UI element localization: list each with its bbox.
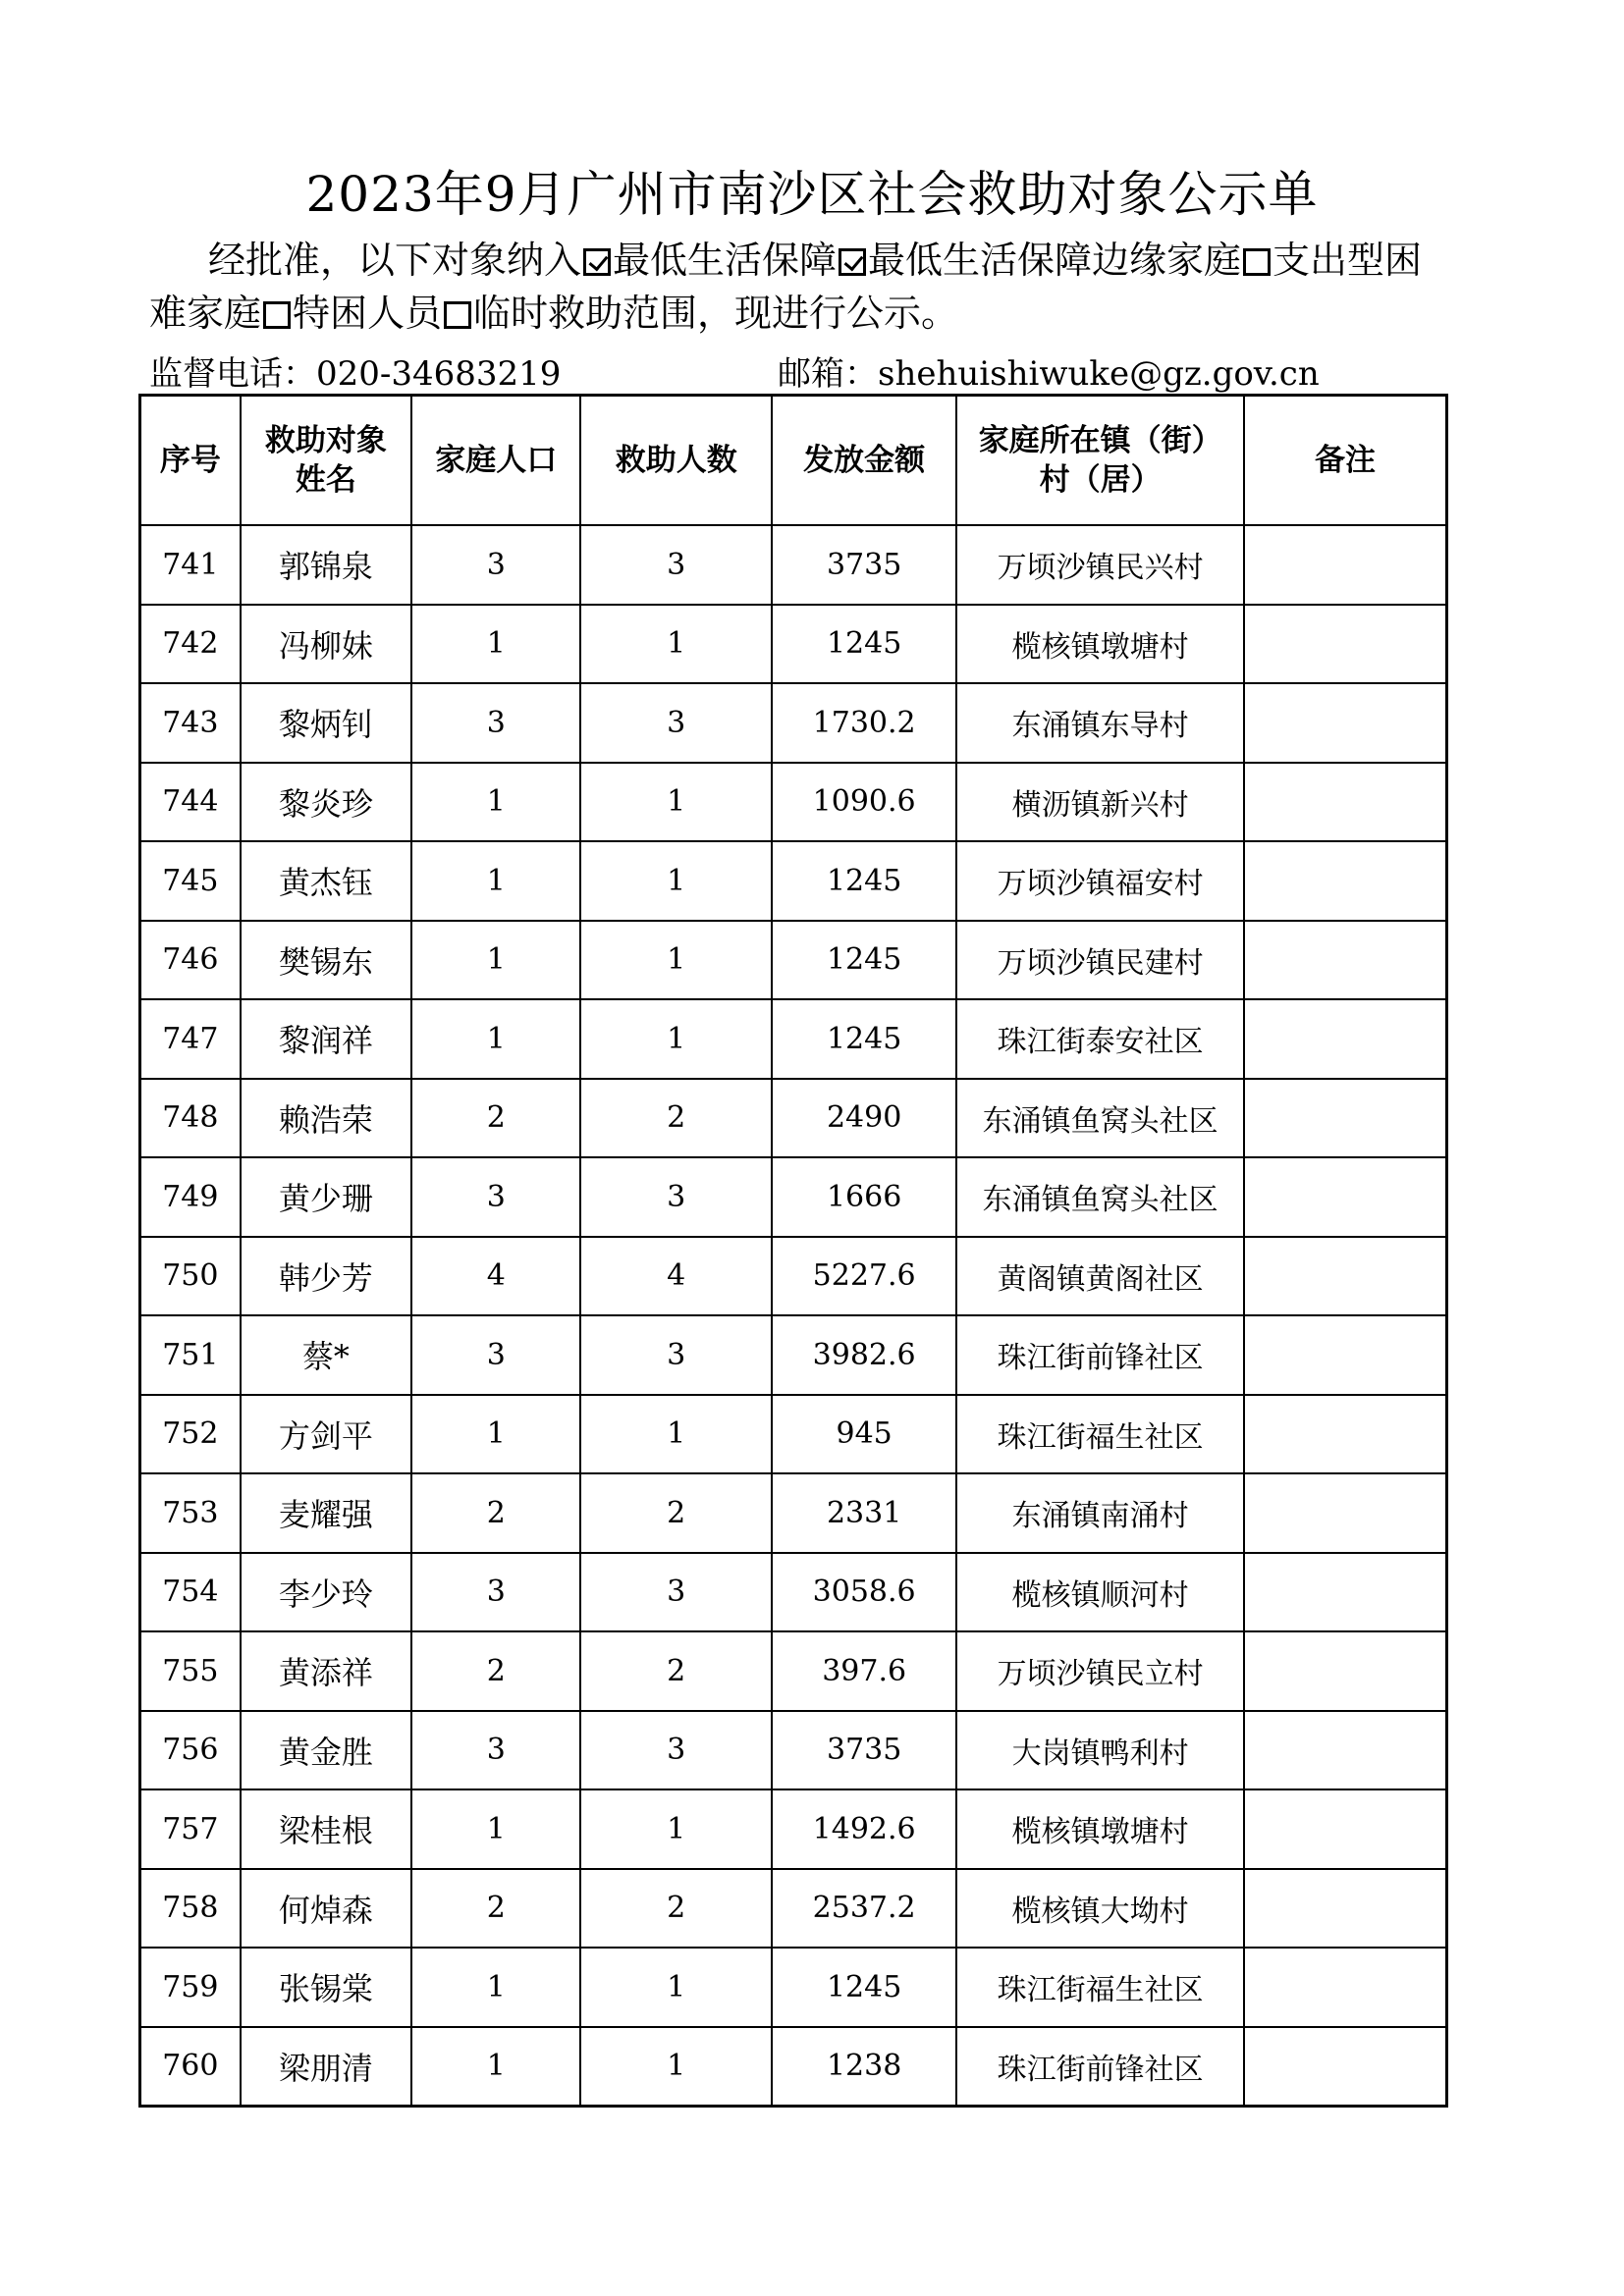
cell-aided-count: 2 <box>580 1631 771 1711</box>
supervision-phone: 监督电话：020-34683219 <box>149 354 562 394</box>
cell-remarks <box>1244 999 1447 1079</box>
cell-name: 黎炳钊 <box>241 683 411 763</box>
cell-amount: 1492.6 <box>772 1789 956 1869</box>
cell-remarks <box>1244 1237 1447 1316</box>
cell-household-size: 3 <box>411 1157 580 1237</box>
cell-remarks <box>1244 1711 1447 1790</box>
cell-remarks <box>1244 1789 1447 1869</box>
cell-index: 747 <box>140 999 241 1079</box>
header-location <box>956 396 1244 526</box>
cell-amount: 1245 <box>772 841 956 921</box>
cell-index: 749 <box>140 1157 241 1237</box>
cell-amount: 3735 <box>772 525 956 605</box>
table-row <box>140 1553 1447 1632</box>
cell-remarks <box>1244 2027 1447 2107</box>
cell-amount: 3982.6 <box>772 1315 956 1395</box>
cell-aided-count: 4 <box>580 1237 771 1316</box>
cell-name: 方剑平 <box>241 1395 411 1474</box>
cell-aided-count: 2 <box>580 1473 771 1553</box>
cell-amount: 1245 <box>772 605 956 684</box>
cell-name: 韩少芳 <box>241 1237 411 1316</box>
cell-name: 黎润祥 <box>241 999 411 1079</box>
checkbox-icon[interactable] <box>1243 248 1271 276</box>
cell-remarks <box>1244 841 1447 921</box>
cell-index: 748 <box>140 1079 241 1158</box>
cell-household-size: 1 <box>411 841 580 921</box>
cell-amount: 1245 <box>772 1948 956 2027</box>
cell-index: 756 <box>140 1711 241 1790</box>
cell-household-size: 2 <box>411 1079 580 1158</box>
table-header-row <box>140 396 1447 526</box>
table-row <box>140 1789 1447 1869</box>
cell-index: 753 <box>140 1473 241 1553</box>
cell-remarks <box>1244 1079 1447 1158</box>
cell-index: 752 <box>140 1395 241 1474</box>
cell-household-size: 1 <box>411 605 580 684</box>
cell-location: 大岗镇鸭利村 <box>956 1711 1244 1790</box>
cell-amount: 2331 <box>772 1473 956 1553</box>
cell-index: 757 <box>140 1789 241 1869</box>
cell-aided-count: 1 <box>580 2027 771 2107</box>
table-body <box>140 525 1447 2107</box>
header-amount: 发放金额 <box>772 396 956 526</box>
table-row <box>140 763 1447 842</box>
cell-aided-count: 3 <box>580 525 771 605</box>
cell-household-size: 1 <box>411 921 580 1000</box>
cell-location: 万顷沙镇福安村 <box>956 841 1244 921</box>
cell-remarks <box>1244 1553 1447 1632</box>
cell-name: 黄金胜 <box>241 1711 411 1790</box>
cell-index: 751 <box>140 1315 241 1395</box>
table-row <box>140 683 1447 763</box>
cell-household-size: 1 <box>411 1948 580 2027</box>
intro-item-label: 临时救助范围，现进行公示。 <box>473 292 959 335</box>
cell-index: 742 <box>140 605 241 684</box>
assistance-table <box>138 394 1448 2108</box>
cell-amount: 397.6 <box>772 1631 956 1711</box>
cell-name: 赖浩荣 <box>241 1079 411 1158</box>
header-index: 序号 <box>140 396 241 526</box>
cell-remarks <box>1244 1315 1447 1395</box>
cell-name: 梁朋清 <box>241 2027 411 2107</box>
cell-household-size: 1 <box>411 999 580 1079</box>
cell-location: 东涌镇东导村 <box>956 683 1244 763</box>
cell-amount: 1666 <box>772 1157 956 1237</box>
checkbox-icon[interactable] <box>444 301 471 329</box>
checkbox-icon[interactable] <box>263 301 291 329</box>
cell-household-size: 3 <box>411 525 580 605</box>
cell-location: 东涌镇鱼窝头社区 <box>956 1157 1244 1237</box>
cell-remarks <box>1244 1157 1447 1237</box>
cell-name: 樊锡东 <box>241 921 411 1000</box>
table-row <box>140 841 1447 921</box>
table-row <box>140 1631 1447 1711</box>
cell-aided-count: 1 <box>580 841 771 921</box>
cell-household-size: 3 <box>411 1711 580 1790</box>
header-remarks: 备注 <box>1244 396 1447 526</box>
cell-remarks <box>1244 1395 1447 1474</box>
cell-household-size: 1 <box>411 763 580 842</box>
cell-household-size: 1 <box>411 1395 580 1474</box>
cell-household-size: 3 <box>411 1553 580 1632</box>
cell-location: 榄核镇墩塘村 <box>956 1789 1244 1869</box>
cell-amount: 1730.2 <box>772 683 956 763</box>
cell-aided-count: 1 <box>580 921 771 1000</box>
cell-amount: 1245 <box>772 999 956 1079</box>
cell-location: 榄核镇大坳村 <box>956 1869 1244 1949</box>
cell-location: 珠江街泰安社区 <box>956 999 1244 1079</box>
table-row <box>140 1315 1447 1395</box>
intro-item-label: 特困人员 <box>293 292 443 335</box>
cell-location: 黄阁镇黄阁社区 <box>956 1237 1244 1316</box>
header-name-text: 救助对象姓名 <box>264 423 387 498</box>
table-row <box>140 1079 1447 1158</box>
cell-household-size: 4 <box>411 1237 580 1316</box>
cell-location: 榄核镇墩塘村 <box>956 605 1244 684</box>
cell-aided-count: 3 <box>580 1315 771 1395</box>
intro-item-label: 最低生活保障 <box>613 239 838 282</box>
cell-location: 珠江街前锋社区 <box>956 1315 1244 1395</box>
cell-index: 755 <box>140 1631 241 1711</box>
cell-location: 万顷沙镇民立村 <box>956 1631 1244 1711</box>
table-row <box>140 2027 1447 2107</box>
cell-index: 759 <box>140 1948 241 2027</box>
cell-aided-count: 2 <box>580 1079 771 1158</box>
intro-prefix: 经批准，以下对象纳入 <box>208 239 582 282</box>
cell-amount: 1245 <box>772 921 956 1000</box>
cell-location: 横沥镇新兴村 <box>956 763 1244 842</box>
cell-name: 梁桂根 <box>241 1789 411 1869</box>
cell-amount: 1090.6 <box>772 763 956 842</box>
table-row <box>140 921 1447 1000</box>
cell-index: 760 <box>140 2027 241 2107</box>
header-aided-count: 救助人数 <box>580 396 771 526</box>
cell-name: 郭锦泉 <box>241 525 411 605</box>
table-row <box>140 1948 1447 2027</box>
table-row <box>140 1395 1447 1474</box>
intro-paragraph <box>149 234 1455 340</box>
cell-remarks <box>1244 763 1447 842</box>
cell-location: 珠江街前锋社区 <box>956 2027 1244 2107</box>
cell-name: 蔡* <box>241 1315 411 1395</box>
cell-aided-count: 1 <box>580 999 771 1079</box>
header-location-text: 家庭所在镇（街）村（居） <box>978 423 1222 498</box>
cell-aided-count: 3 <box>580 1711 771 1790</box>
cell-name: 李少玲 <box>241 1553 411 1632</box>
intro-item-label: 支出型困难家庭 <box>149 239 1423 335</box>
cell-index: 741 <box>140 525 241 605</box>
cell-remarks <box>1244 1948 1447 2027</box>
cell-remarks <box>1244 525 1447 605</box>
cell-location: 珠江街福生社区 <box>956 1395 1244 1474</box>
cell-aided-count: 1 <box>580 605 771 684</box>
cell-index: 744 <box>140 763 241 842</box>
table-row <box>140 999 1447 1079</box>
cell-remarks <box>1244 683 1447 763</box>
cell-household-size: 2 <box>411 1869 580 1949</box>
cell-index: 750 <box>140 1237 241 1316</box>
cell-location: 榄核镇顺河村 <box>956 1553 1244 1632</box>
cell-aided-count: 1 <box>580 763 771 842</box>
table-row <box>140 1157 1447 1237</box>
cell-amount: 2537.2 <box>772 1869 956 1949</box>
cell-index: 743 <box>140 683 241 763</box>
intro-item-label: 最低生活保障边缘家庭 <box>868 239 1242 282</box>
cell-household-size: 3 <box>411 683 580 763</box>
contact-email: 邮箱：shehuishiwuke@gz.gov.cn <box>778 354 1320 394</box>
table-row <box>140 525 1447 605</box>
cell-aided-count: 1 <box>580 1789 771 1869</box>
cell-amount: 5227.6 <box>772 1237 956 1316</box>
cell-aided-count: 3 <box>580 683 771 763</box>
cell-remarks <box>1244 1869 1447 1949</box>
cell-index: 746 <box>140 921 241 1000</box>
cell-name: 冯柳妹 <box>241 605 411 684</box>
cell-household-size: 2 <box>411 1631 580 1711</box>
cell-aided-count: 1 <box>580 1395 771 1474</box>
cell-amount: 1238 <box>772 2027 956 2107</box>
cell-name: 麦耀强 <box>241 1473 411 1553</box>
table-row <box>140 1711 1447 1790</box>
cell-location: 东涌镇南涌村 <box>956 1473 1244 1553</box>
cell-remarks <box>1244 1473 1447 1553</box>
contact-line <box>149 347 1455 396</box>
table-row <box>140 1237 1447 1316</box>
cell-remarks <box>1244 1631 1447 1711</box>
checkbox-icon[interactable] <box>583 248 611 276</box>
cell-amount: 2490 <box>772 1079 956 1158</box>
cell-location: 珠江街福生社区 <box>956 1948 1244 2027</box>
checkbox-icon[interactable] <box>839 248 866 276</box>
cell-household-size: 3 <box>411 1315 580 1395</box>
cell-index: 745 <box>140 841 241 921</box>
cell-amount: 3058.6 <box>772 1553 956 1632</box>
cell-location: 东涌镇鱼窝头社区 <box>956 1079 1244 1158</box>
page-title: 2023年9月广州市南沙区社会救助对象公示单 <box>305 166 1319 223</box>
cell-aided-count: 3 <box>580 1553 771 1632</box>
table-row <box>140 605 1447 684</box>
cell-remarks <box>1244 921 1447 1000</box>
cell-aided-count: 3 <box>580 1157 771 1237</box>
cell-name: 张锡棠 <box>241 1948 411 2027</box>
cell-name: 黄添祥 <box>241 1631 411 1711</box>
cell-household-size: 2 <box>411 1473 580 1553</box>
cell-index: 758 <box>140 1869 241 1949</box>
cell-name: 黄少珊 <box>241 1157 411 1237</box>
cell-location: 万顷沙镇民兴村 <box>956 525 1244 605</box>
cell-name: 何焯森 <box>241 1869 411 1949</box>
cell-location: 万顷沙镇民建村 <box>956 921 1244 1000</box>
table-row <box>140 1869 1447 1949</box>
cell-amount: 945 <box>772 1395 956 1474</box>
cell-household-size: 1 <box>411 2027 580 2107</box>
cell-index: 754 <box>140 1553 241 1632</box>
header-household-size: 家庭人口 <box>411 396 580 526</box>
cell-aided-count: 1 <box>580 1948 771 2027</box>
cell-name: 黄杰钰 <box>241 841 411 921</box>
cell-amount: 3735 <box>772 1711 956 1790</box>
cell-remarks <box>1244 605 1447 684</box>
cell-name: 黎炎珍 <box>241 763 411 842</box>
table-row <box>140 1473 1447 1553</box>
header-name <box>241 396 411 526</box>
cell-aided-count: 2 <box>580 1869 771 1949</box>
cell-household-size: 1 <box>411 1789 580 1869</box>
